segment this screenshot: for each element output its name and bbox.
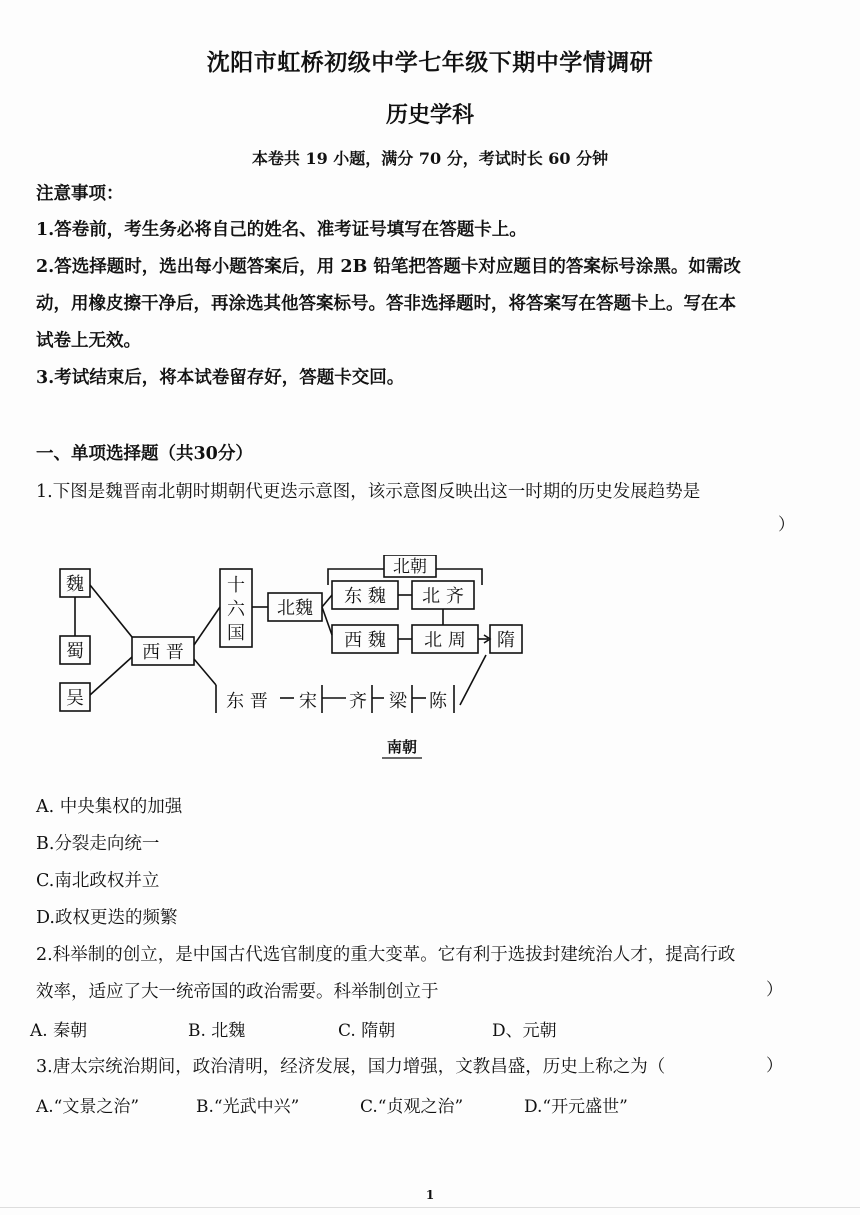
beiwei-to-xiwei-line: [322, 607, 332, 635]
shiliuguo-char-1: 十: [227, 575, 245, 596]
notice-item-2-line-3: 试卷上无效。: [36, 331, 141, 351]
q1-answer-paren: ）: [778, 515, 795, 535]
dongwei-label: 东 魏: [344, 586, 386, 607]
subject-title: 历史学科: [385, 102, 474, 128]
wu-to-xijin-line: [90, 657, 132, 695]
nanchao-label: 南朝: [386, 738, 418, 756]
xijin-label: 西 晋: [142, 642, 184, 663]
q3-option-c: C.“贞观之治”: [360, 1097, 464, 1117]
section-1-heading: 一、单项选择题（共30分）: [36, 444, 253, 464]
shiliuguo-char-3: 国: [227, 623, 245, 644]
dongjin-label: 东 晋: [226, 691, 268, 712]
beiwei-label: 北魏: [277, 598, 313, 619]
q3-answer-paren: ）: [766, 1056, 783, 1076]
q1-option-b: B.分裂走向统一: [36, 834, 160, 854]
beichao-label: 北朝: [393, 557, 427, 577]
beiqi-label: 北 齐: [422, 586, 464, 607]
wei-label: 魏: [66, 574, 84, 595]
q1-option-a: A. 中央集权的加强: [36, 797, 183, 817]
qi-label: 齐: [349, 691, 367, 712]
chen-label: 陈: [429, 691, 447, 712]
q2-stem-line-2: 效率，适应了大一统帝国的政治需要。科举制创立于: [36, 982, 439, 1002]
xijin-to-shiliuguo-line: [194, 607, 220, 645]
shu-label: 蜀: [66, 641, 84, 662]
beiwei-to-dongwei-line: [322, 595, 332, 607]
dynasty-succession-diagram: [40, 555, 560, 760]
notice-item-2-line-1: 2.答选择题时，选出每小题答案后，用 2B 铅笔把答题卡对应题目的答案标号涂黑。如需改: [36, 257, 741, 277]
q2-option-d: D、元朝: [492, 1021, 557, 1041]
q3-option-d: D.“开元盛世”: [524, 1097, 628, 1117]
exam-title: 沈阳市虹桥初级中学七年级下期中学情调研: [206, 49, 654, 76]
xiwei-label: 西 魏: [344, 630, 386, 651]
q2-option-b: B. 北魏: [188, 1021, 246, 1041]
notice-item-1: 1.答卷前，考生务必将自己的姓名、准考证号填写在答题卡上。: [36, 220, 527, 240]
sui-label: 隋: [497, 630, 515, 651]
beizhou-label: 北 周: [424, 630, 466, 651]
xijin-to-dongjin-line: [194, 659, 216, 685]
notice-item-2-line-2: 动，用橡皮擦干净后，再涂选其他答案标号。答非选择题时，将答案写在答题卡上。写在本: [36, 294, 736, 314]
wei-to-xijin-line: [90, 585, 132, 637]
q3-option-a: A.“文景之治”: [36, 1097, 140, 1117]
q3-option-b: B.“光武中兴”: [196, 1097, 300, 1117]
chen-to-sui-line: [460, 655, 486, 705]
page-number: 1: [425, 1188, 435, 1202]
q1-option-c: C.南北政权并立: [36, 871, 160, 891]
notice-item-3: 3.考试结束后，将本试卷留存好，答题卡交回。: [36, 368, 405, 388]
song-label: 宋: [299, 691, 317, 712]
q2-answer-paren: ）: [766, 980, 783, 1000]
exam-info: 本卷共 19 小题，满分 70 分，考试时长 60 分钟: [251, 149, 609, 168]
page-bottom-rule: [0, 1207, 860, 1208]
q2-option-a: A. 秦朝: [30, 1021, 88, 1041]
q1-stem: 1.下图是魏晋南北朝时期朝代更迭示意图，该示意图反映出这一时期的历史发展趋势是: [36, 482, 701, 502]
q3-stem: 3.唐太宗统治期间，政治清明，经济发展，国力增强，文教昌盛，历史上称之为（: [36, 1057, 666, 1077]
q2-stem-line-1: 2.科举制的创立，是中国古代选官制度的重大变革。它有利于选拔封建统治人才，提高行政: [36, 945, 736, 965]
q2-option-c: C. 隋朝: [338, 1021, 396, 1041]
q1-option-d: D.政权更迭的频繁: [36, 908, 178, 928]
wu-label: 吴: [66, 688, 84, 709]
notice-heading: 注意事项：: [36, 184, 124, 204]
liang-label: 梁: [389, 691, 407, 712]
shiliuguo-char-2: 六: [227, 599, 245, 620]
